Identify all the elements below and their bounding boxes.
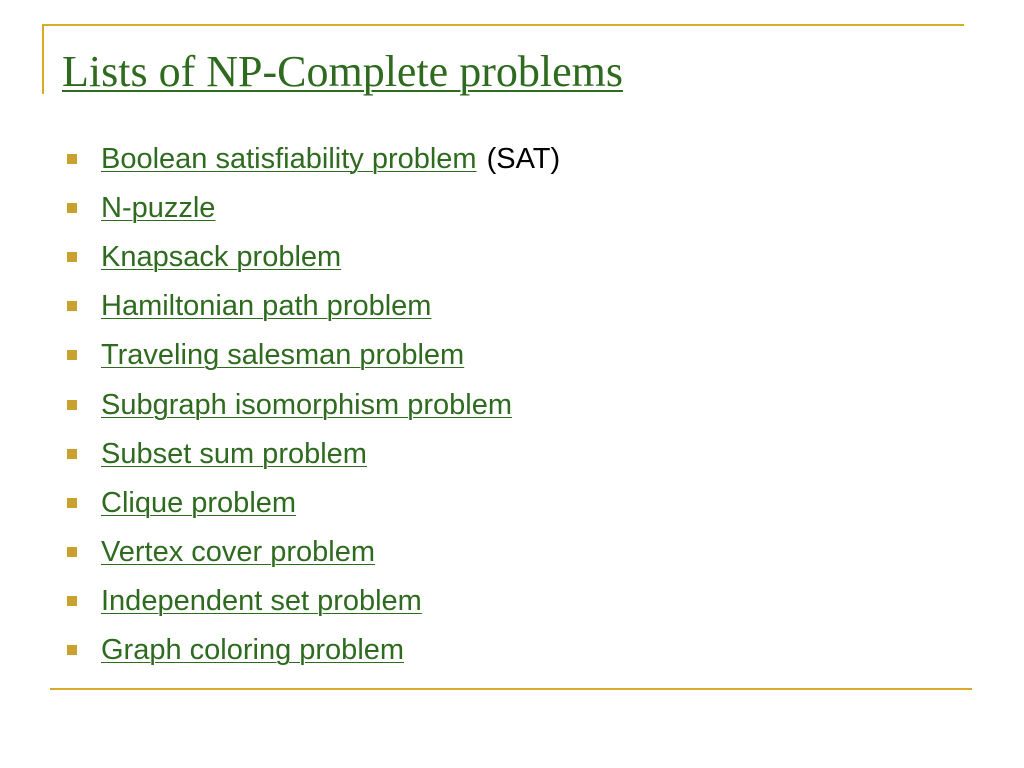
problem-link[interactable]: Vertex cover problem xyxy=(101,536,376,569)
list-item xyxy=(62,478,962,527)
square-bullet-icon xyxy=(67,498,77,508)
square-bullet-icon xyxy=(67,645,77,655)
problem-suffix: (SAT) xyxy=(486,142,561,175)
square-bullet-icon xyxy=(67,449,77,459)
problem-link[interactable]: Graph coloring problem xyxy=(101,634,405,667)
square-bullet-icon xyxy=(67,252,77,262)
problem-link[interactable]: Traveling salesman problem xyxy=(101,339,465,372)
list-item xyxy=(62,429,962,478)
square-bullet-icon xyxy=(67,154,77,164)
problem-link[interactable]: N-puzzle xyxy=(101,191,216,224)
problem-link[interactable]: Subset sum problem xyxy=(101,437,367,470)
problem-link[interactable]: Hamiltonian path problem xyxy=(101,290,432,323)
square-bullet-icon xyxy=(67,301,77,311)
problem-link[interactable]: Subgraph isomorphism problem xyxy=(101,388,513,421)
frame-top-rule xyxy=(42,24,964,26)
list-item xyxy=(62,577,962,626)
square-bullet-icon xyxy=(67,400,77,410)
problem-link[interactable]: Knapsack problem xyxy=(101,240,342,273)
square-bullet-icon xyxy=(67,596,77,606)
list-item xyxy=(62,528,962,577)
list-item xyxy=(62,626,962,675)
list-item xyxy=(62,134,962,183)
list-item xyxy=(62,282,962,331)
problem-link[interactable]: Clique problem xyxy=(101,486,297,519)
square-bullet-icon xyxy=(67,203,77,213)
problem-list xyxy=(62,134,962,675)
frame-bottom-rule xyxy=(50,688,972,690)
list-item xyxy=(62,331,962,380)
problem-link[interactable]: Independent set problem xyxy=(101,585,422,618)
problem-link[interactable]: Boolean satisfiability problem xyxy=(101,142,477,175)
list-item xyxy=(62,232,962,281)
frame-left-rule xyxy=(42,24,44,94)
square-bullet-icon xyxy=(67,547,77,557)
square-bullet-icon xyxy=(67,350,77,360)
list-item xyxy=(62,183,962,232)
slide-title: Lists of NP-Complete problems xyxy=(62,47,623,96)
list-item xyxy=(62,380,962,429)
